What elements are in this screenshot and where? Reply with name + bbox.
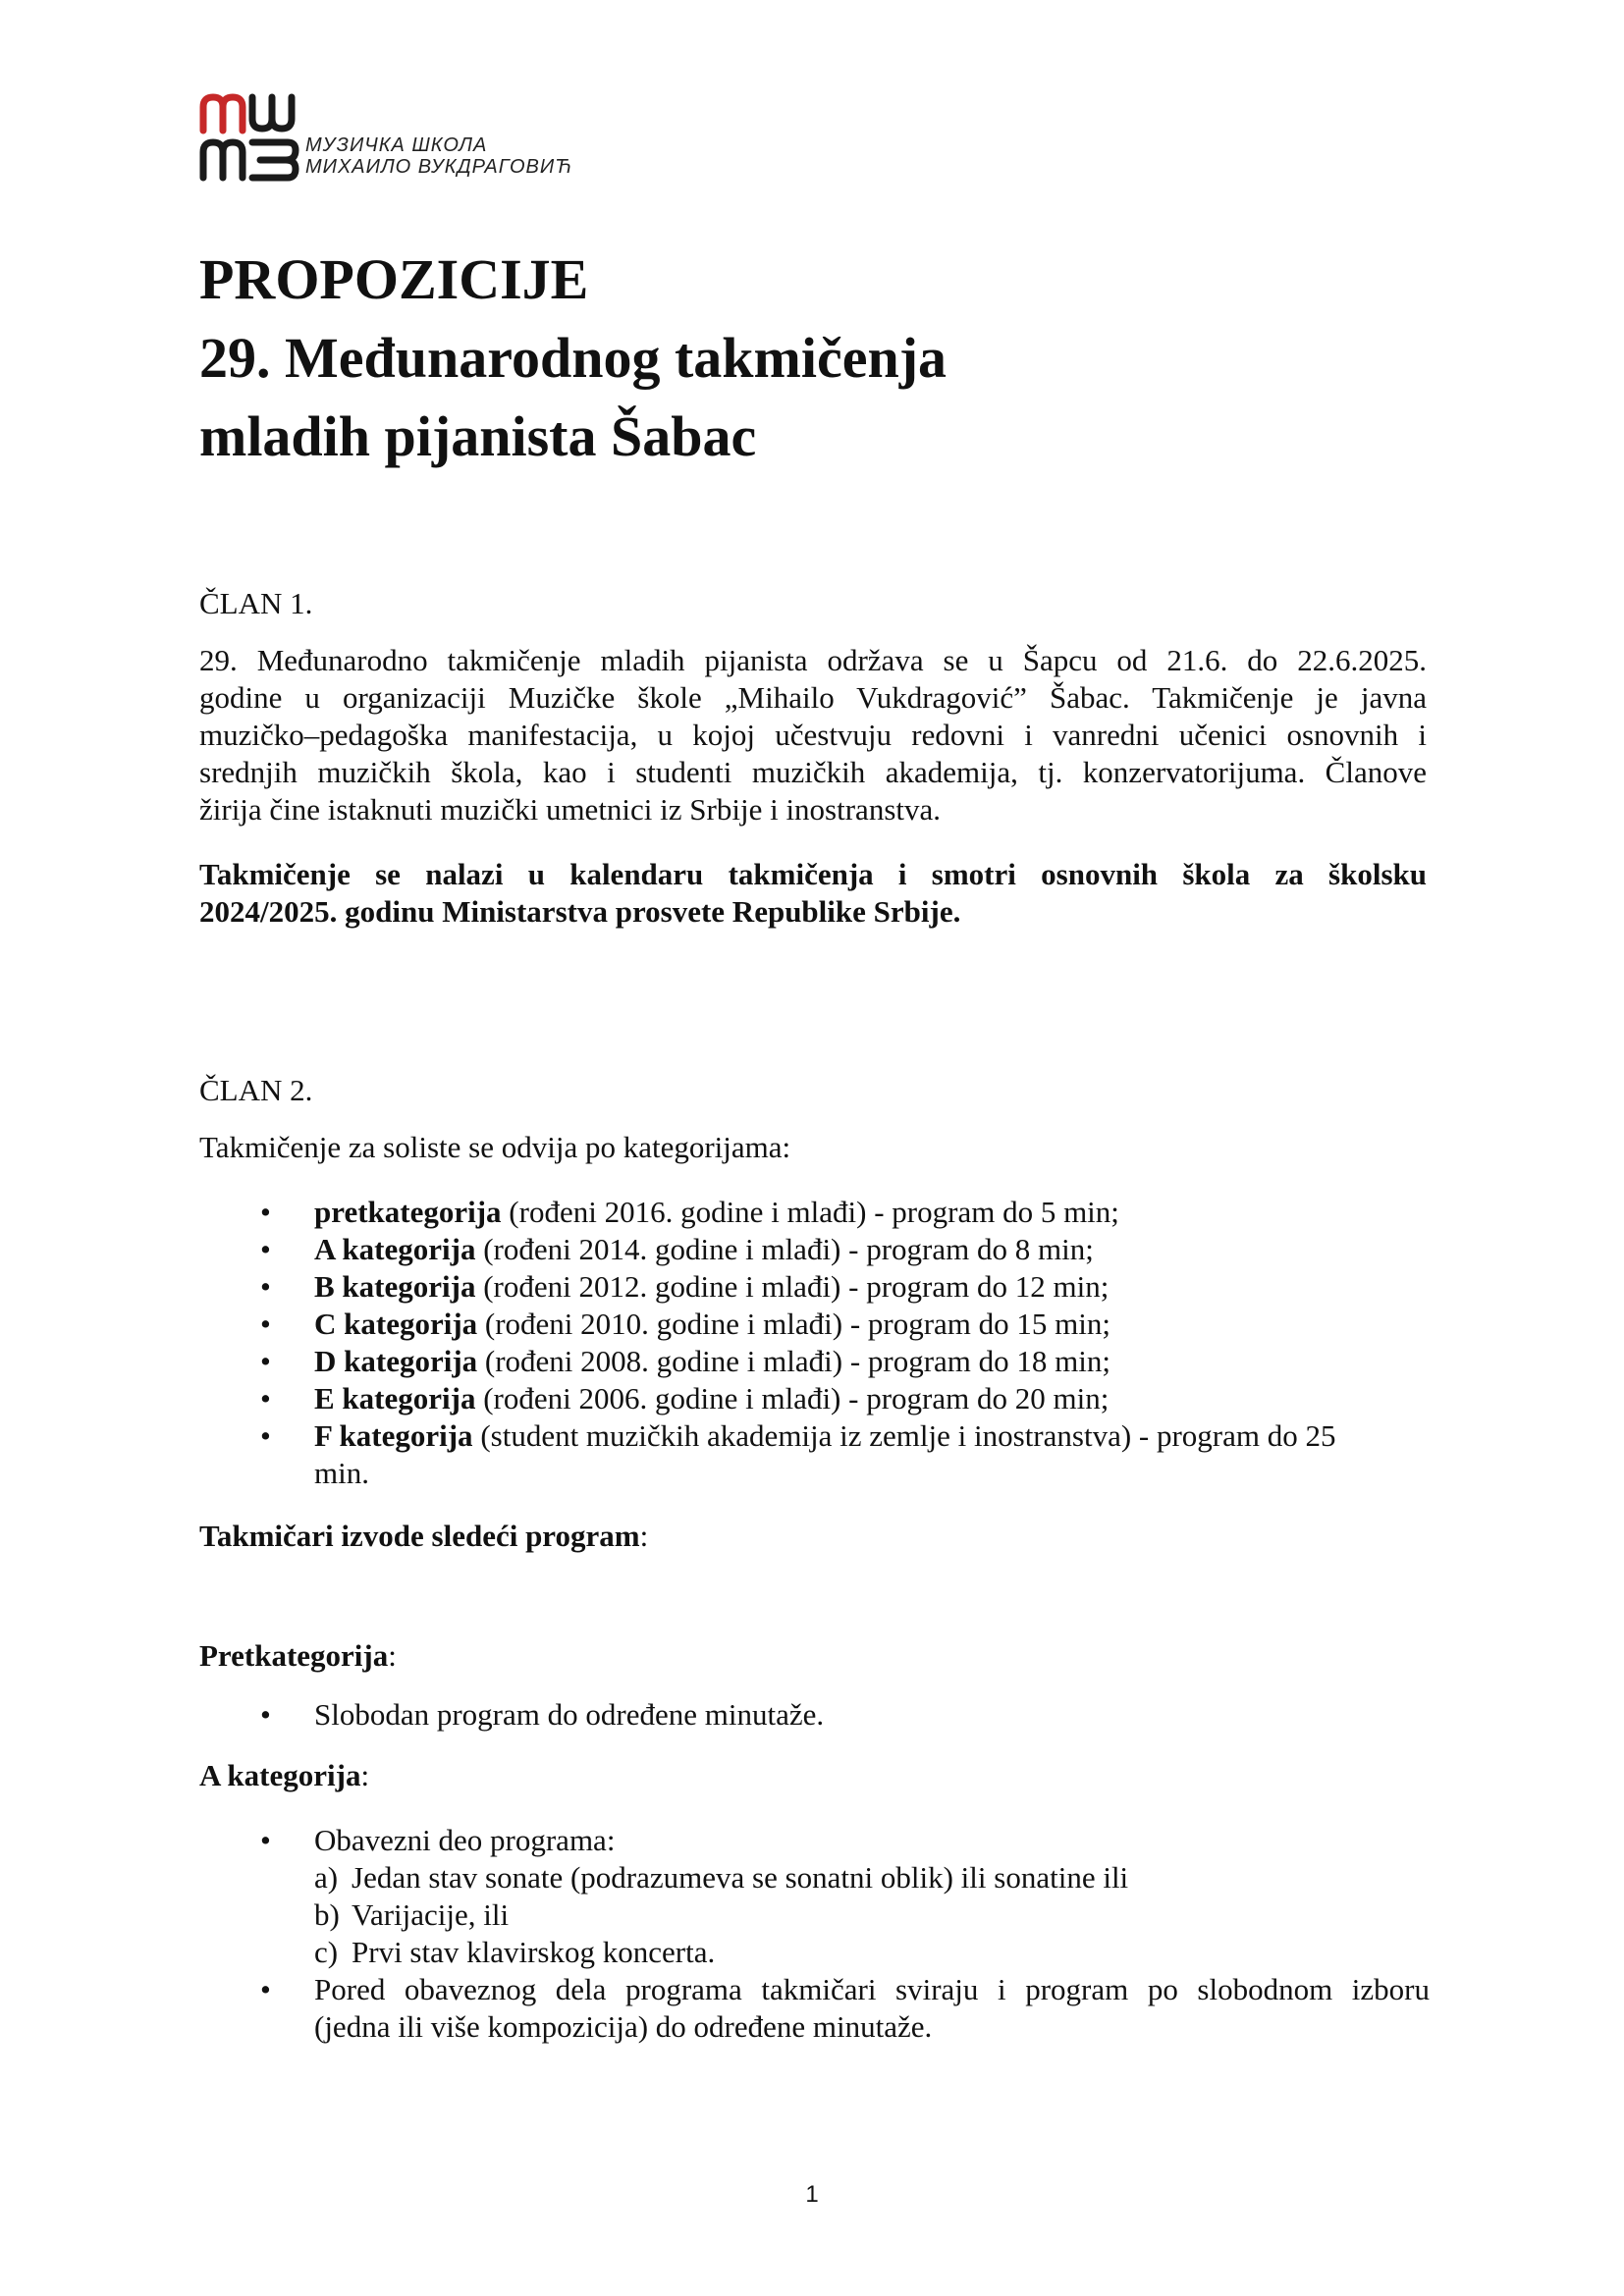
page-number: 1 <box>805 2181 819 2208</box>
list-item-text-line-2: (jedna ili više kompozicija) do određene minutaže. <box>314 2009 933 2044</box>
clan-2-heading: ČLAN 2. <box>199 1073 313 1107</box>
category-name: B kategorija <box>314 1269 476 1304</box>
category-desc: (rođeni 2012. godine i mlađi) - program do 12 min; <box>475 1269 1110 1304</box>
logo-text-line-1: МУЗИЧКА ШКОЛА <box>305 134 488 156</box>
sub-item-label: b) <box>314 1897 340 1932</box>
a-kategorija-list <box>199 1822 1456 2046</box>
bold-paragraph-line: Takmičenje se nalazi u kalendaru takmičenja i smotri osnovnih škola za školsku <box>199 857 1427 891</box>
title-line-1: PROPOZICIJE <box>199 247 589 311</box>
clan-1-heading: ČLAN 1. <box>199 586 313 620</box>
category-name: E kategorija <box>314 1381 476 1415</box>
category-desc: (rođeni 2008. godine i mlađi) - program do 18 min; <box>477 1344 1111 1378</box>
category-desc: (student muzičkih akademija iz zemlje i inostranstva) - program do 25 <box>472 1418 1336 1453</box>
pretkategorija-heading-tail: : <box>388 1638 397 1673</box>
program-heading <box>199 1518 1427 1555</box>
mwmb-logo-mark-icon <box>199 93 302 182</box>
paragraph-line: žirija čine istaknuti muzički umetnici iz Srbije i inostranstva. <box>199 792 942 827</box>
paragraph-line: godine u organizaciji Muzičke škole „Mihailo Vukdragović” Šabac. Takmičenje je javna <box>199 680 1427 715</box>
list-item-text-line-1: Pored obaveznog dela programa takmičari sviraju i program po slobodnom izboru <box>314 1972 1430 2006</box>
list-item <box>199 1343 1456 1380</box>
bullet-icon: • <box>260 1195 271 1229</box>
pretkategorija-heading <box>199 1637 1427 1675</box>
bullet-icon: • <box>260 1697 271 1732</box>
sub-item <box>314 1896 1456 1934</box>
list-item <box>199 1696 1456 1734</box>
logo-text-line-2: МИХАИЛО ВУКДРАГОВИЋ <box>305 156 573 178</box>
list-item-text: Slobodan program do određene minutaže. <box>314 1697 825 1732</box>
pretkategorija-list <box>199 1696 1456 1734</box>
bold-paragraph-line: 2024/2025. godinu Ministarstva prosvete Republike Srbije. <box>199 894 961 929</box>
program-heading-tail: : <box>639 1519 649 1553</box>
list-item <box>199 1194 1456 1231</box>
list-item <box>199 1417 1456 1492</box>
paragraph-line: srednjih muzičkih škola, kao i studenti muzičkih akademija, tj. konzervatorijuma. Članove <box>199 755 1427 789</box>
bullet-icon: • <box>260 1307 271 1341</box>
pretkategorija-heading-bold: Pretkategorija <box>199 1638 389 1673</box>
program-heading-bold: Takmičari izvode sledeći program <box>199 1519 640 1553</box>
bullet-icon: • <box>260 1232 271 1266</box>
title-line-3: mladih pijanista Šabac <box>199 404 757 468</box>
clan-2-intro: Takmičenje za soliste se odvija po kategorijama: <box>199 1130 791 1164</box>
category-name: F kategorija <box>314 1418 473 1453</box>
paragraph-line: 29. Međunarodno takmičenje mladih pijanista održava se u Šapcu od 21.6. do 22.6.2025. <box>199 643 1427 677</box>
category-desc: (rođeni 2006. godine i mlađi) - program do 20 min; <box>475 1381 1110 1415</box>
title-line-2: 29. Međunarodnog takmičenja <box>199 326 947 390</box>
category-name: pretkategorija <box>314 1195 502 1229</box>
sub-item <box>314 1859 1456 1896</box>
sub-item-text: Prvi stav klavirskog koncerta. <box>352 1935 716 1969</box>
bullet-icon: • <box>260 1344 271 1378</box>
sub-item-text: Varijacije, ili <box>352 1897 510 1932</box>
sub-item-text: Jedan stav sonate (podrazumeva se sonatni oblik) ili sonatine ili <box>352 1860 1129 1895</box>
a-kategorija-heading-tail: : <box>360 1758 370 1792</box>
bullet-icon: • <box>260 1418 271 1453</box>
clan-1-paragraph <box>199 642 1427 828</box>
sub-item <box>314 1934 1456 1971</box>
list-item <box>199 1231 1456 1268</box>
sub-item-label: a) <box>314 1860 339 1895</box>
bullet-icon: • <box>260 1972 271 2006</box>
list-item <box>199 1822 1456 1971</box>
list-item <box>199 1380 1456 1417</box>
list-item <box>199 1268 1456 1306</box>
category-name: A kategorija <box>314 1232 476 1266</box>
list-item-text: Obavezni deo programa: <box>314 1823 616 1857</box>
list-item <box>199 1971 1456 2046</box>
paragraph-line: muzičko–pedagoška manifestacija, u kojoj učestvuju redovni i vanredni učenici osnovnih i <box>199 718 1427 752</box>
category-desc: (rođeni 2014. godine i mlađi) - program do 8 min; <box>475 1232 1094 1266</box>
category-desc-continued: min. <box>314 1456 369 1490</box>
category-list <box>199 1194 1456 1492</box>
category-name: D kategorija <box>314 1344 478 1378</box>
bullet-icon: • <box>260 1269 271 1304</box>
list-item <box>199 1306 1456 1343</box>
category-desc: (rođeni 2010. godine i mlađi) - program do 15 min; <box>477 1307 1111 1341</box>
a-kategorija-heading-bold: A kategorija <box>199 1758 361 1792</box>
category-desc: (rođeni 2016. godine i mlađi) - program do 5 min; <box>501 1195 1119 1229</box>
school-logo <box>199 93 592 182</box>
a-kategorija-heading <box>199 1757 1427 1794</box>
bullet-icon: • <box>260 1381 271 1415</box>
document-title <box>199 240 947 476</box>
bullet-icon: • <box>260 1823 271 1857</box>
category-name: C kategorija <box>314 1307 478 1341</box>
clan-1-bold-paragraph <box>199 856 1427 931</box>
sub-item-label: c) <box>314 1935 339 1969</box>
